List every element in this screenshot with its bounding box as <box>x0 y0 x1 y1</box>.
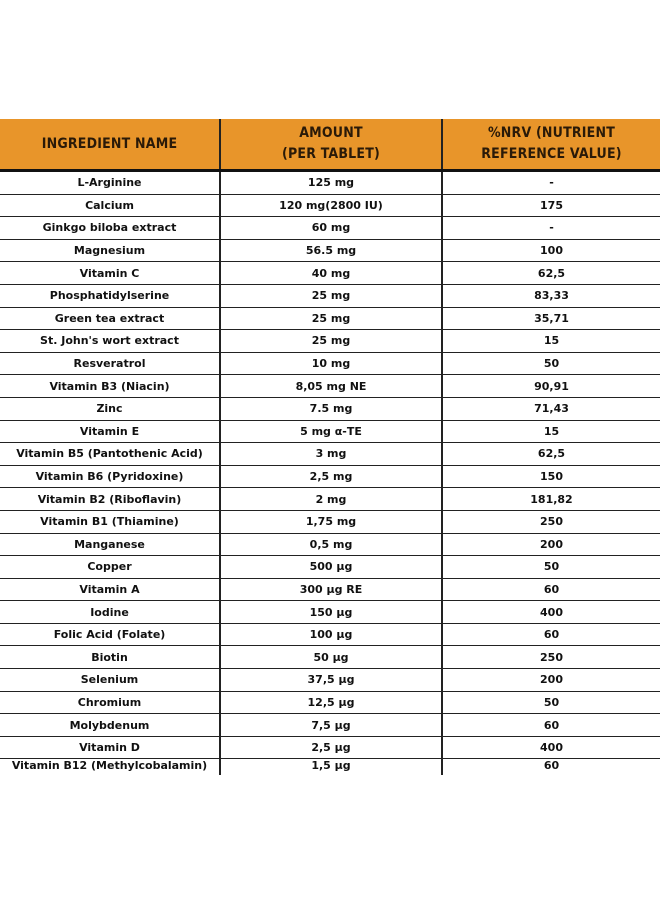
amount-cell: 2,5 µg <box>220 736 442 759</box>
amount-cell: 60 mg <box>220 217 442 240</box>
ingredient-name-cell: Iodine <box>0 601 220 624</box>
ingredient-name-cell: Vitamin B3 (Niacin) <box>0 375 220 398</box>
ingredient-name-cell: Green tea extract <box>0 307 220 330</box>
ingredient-name-cell: Magnesium <box>0 239 220 262</box>
amount-cell: 10 mg <box>220 352 442 375</box>
table-row <box>0 691 660 714</box>
nrv-cell: 60 <box>442 714 660 737</box>
table-row <box>0 669 660 692</box>
header-ingredient-name <box>0 119 220 171</box>
ingredient-name-cell: Phosphatidylserine <box>0 284 220 307</box>
table-row <box>0 759 660 776</box>
ingredient-name-cell: St. John's wort extract <box>0 330 220 353</box>
table-row <box>0 307 660 330</box>
table-row <box>0 465 660 488</box>
table-row <box>0 397 660 420</box>
ingredient-name-cell: Manganese <box>0 533 220 556</box>
nrv-cell: 400 <box>442 736 660 759</box>
header-nrv-line-1: %NRV (NUTRIENT <box>487 125 616 141</box>
table-row <box>0 375 660 398</box>
table-row <box>0 217 660 240</box>
amount-cell: 2 mg <box>220 488 442 511</box>
nrv-cell: 62,5 <box>442 262 660 285</box>
nrv-cell: 90,91 <box>442 375 660 398</box>
table-row <box>0 262 660 285</box>
amount-cell: 100 µg <box>220 623 442 646</box>
nrv-cell: - <box>442 217 660 240</box>
table-row <box>0 488 660 511</box>
nrv-cell: 250 <box>442 510 660 533</box>
amount-cell: 120 mg(2800 IU) <box>220 194 442 217</box>
ingredient-name-cell: Vitamin B2 (Riboflavin) <box>0 488 220 511</box>
header-nrv-line-2: REFERENCE VALUE) <box>481 146 622 162</box>
header-amount-line-2: (PER TABLET) <box>282 146 380 162</box>
amount-cell: 5 mg α-TE <box>220 420 442 443</box>
ingredient-name-cell: Vitamin B1 (Thiamine) <box>0 510 220 533</box>
table-row <box>0 714 660 737</box>
nrv-cell: 150 <box>442 465 660 488</box>
ingredient-name-cell: Vitamin B5 (Pantothenic Acid) <box>0 443 220 466</box>
nrv-cell: 71,43 <box>442 397 660 420</box>
amount-cell: 300 µg RE <box>220 578 442 601</box>
ingredient-name-cell: Biotin <box>0 646 220 669</box>
header-amount-line-1: AMOUNT <box>299 125 363 141</box>
table-row <box>0 194 660 217</box>
table-row <box>0 646 660 669</box>
ingredient-name-cell: Resveratrol <box>0 352 220 375</box>
nrv-cell: 35,71 <box>442 307 660 330</box>
amount-cell: 7.5 mg <box>220 397 442 420</box>
table-row <box>0 420 660 443</box>
ingredient-name-cell: Selenium <box>0 669 220 692</box>
amount-cell: 150 µg <box>220 601 442 624</box>
nrv-cell: 50 <box>442 556 660 579</box>
nrv-cell: 50 <box>442 352 660 375</box>
table-row <box>0 533 660 556</box>
ingredient-name-cell: Vitamin E <box>0 420 220 443</box>
table-row <box>0 330 660 353</box>
amount-cell: 56.5 mg <box>220 239 442 262</box>
nrv-cell: 175 <box>442 194 660 217</box>
table-row <box>0 171 660 195</box>
ingredient-name-cell: Calcium <box>0 194 220 217</box>
amount-cell: 1,75 mg <box>220 510 442 533</box>
amount-cell: 125 mg <box>220 171 442 195</box>
amount-cell: 500 µg <box>220 556 442 579</box>
ingredient-name-cell: Vitamin B6 (Pyridoxine) <box>0 465 220 488</box>
ingredient-name-cell: Ginkgo biloba extract <box>0 217 220 240</box>
table-row <box>0 623 660 646</box>
nrv-cell: 15 <box>442 420 660 443</box>
nrv-cell: 250 <box>442 646 660 669</box>
nrv-cell: 100 <box>442 239 660 262</box>
table-row <box>0 443 660 466</box>
ingredient-name-cell: Vitamin D <box>0 736 220 759</box>
amount-cell: 25 mg <box>220 284 442 307</box>
nrv-cell: 200 <box>442 533 660 556</box>
nrv-cell: 60 <box>442 623 660 646</box>
amount-cell: 25 mg <box>220 330 442 353</box>
ingredient-name-cell: Folic Acid (Folate) <box>0 623 220 646</box>
header-row <box>0 119 660 171</box>
nrv-cell: 181,82 <box>442 488 660 511</box>
amount-cell: 8,05 mg NE <box>220 375 442 398</box>
amount-cell: 2,5 mg <box>220 465 442 488</box>
ingredient-name-cell: Vitamin B12 (Methylcobalamin) <box>11 759 208 773</box>
amount-cell: 1,5 µg <box>220 759 442 776</box>
amount-cell: 50 µg <box>220 646 442 669</box>
ingredient-name-cell: L-Arginine <box>0 171 220 195</box>
nrv-cell: 62,5 <box>442 443 660 466</box>
amount-cell: 40 mg <box>220 262 442 285</box>
table-row <box>0 239 660 262</box>
nrv-cell: 60 <box>442 578 660 601</box>
header-amount <box>220 119 442 171</box>
ingredient-name-cell: Vitamin C <box>0 262 220 285</box>
nrv-cell: 83,33 <box>442 284 660 307</box>
amount-cell: 12,5 µg <box>220 691 442 714</box>
header-ingredient-name-line: INGREDIENT NAME <box>41 135 178 152</box>
table-row <box>0 556 660 579</box>
amount-cell: 0,5 mg <box>220 533 442 556</box>
table-row <box>0 510 660 533</box>
nutrient-table <box>0 119 660 775</box>
table-row <box>0 284 660 307</box>
table-row <box>0 352 660 375</box>
nrv-cell: 400 <box>442 601 660 624</box>
ingredient-name-cell: Molybdenum <box>0 714 220 737</box>
ingredient-name-cell: Chromium <box>0 691 220 714</box>
table-row <box>0 736 660 759</box>
amount-cell: 3 mg <box>220 443 442 466</box>
nrv-cell: 200 <box>442 669 660 692</box>
ingredient-name-cell: Vitamin A <box>0 578 220 601</box>
ingredient-name-cell: Copper <box>0 556 220 579</box>
amount-cell: 37,5 µg <box>220 669 442 692</box>
nrv-cell: 50 <box>442 691 660 714</box>
table-row <box>0 578 660 601</box>
header-nrv <box>442 119 660 171</box>
nrv-cell: - <box>442 171 660 195</box>
amount-cell: 7,5 µg <box>220 714 442 737</box>
ingredient-name-cell: Zinc <box>0 397 220 420</box>
nrv-cell: 15 <box>442 330 660 353</box>
table-header <box>0 119 660 171</box>
nutrient-table-container <box>0 119 660 775</box>
table-row <box>0 601 660 624</box>
table-body <box>0 171 660 776</box>
nrv-cell: 60 <box>442 759 660 776</box>
amount-cell: 25 mg <box>220 307 442 330</box>
